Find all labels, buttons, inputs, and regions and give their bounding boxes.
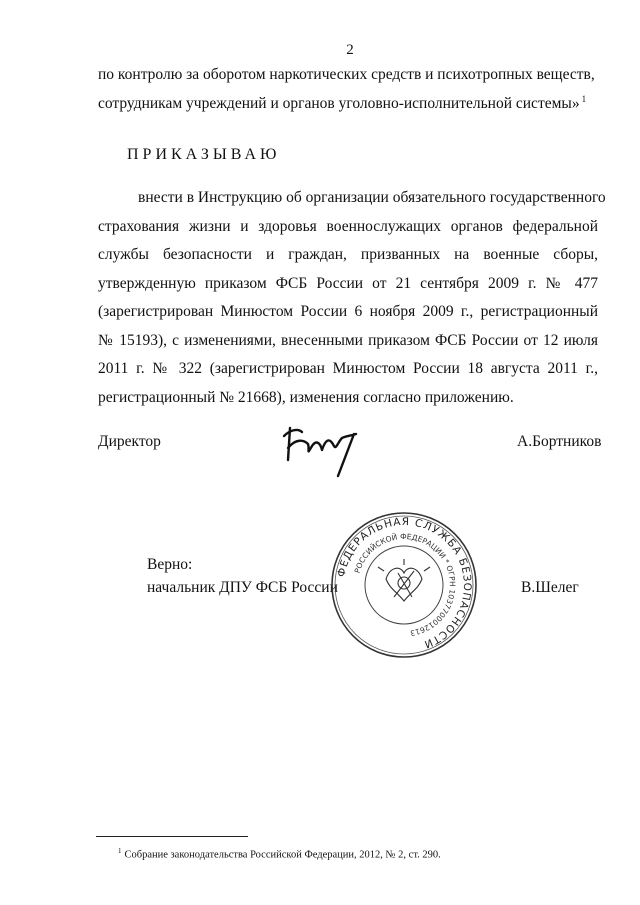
seal-outer-text: ФЕДЕРАЛЬНАЯ СЛУЖБА БЕЗОПАСНОСТИ bbox=[335, 515, 474, 651]
verification-title: начальник ДПУ ФСБ России bbox=[147, 579, 338, 596]
body-line: 2011 г. № 322 (зарегистрирован Минюстом России 18 августа 2011 г., bbox=[98, 360, 598, 377]
signatory-title: Директор bbox=[98, 433, 161, 450]
body-line: внести в Инструкцию об организации обязательного государственного bbox=[138, 189, 606, 206]
signatory-name: А.Бортников bbox=[517, 433, 602, 450]
intro-line-1: по контролю за оборотом наркотических средств и психотропных веществ, bbox=[98, 66, 595, 83]
body-line: службы безопасности и граждан, призванных на военные сборы, bbox=[98, 246, 598, 263]
body-line: регистрационный № 21668), изменения согласно приложению. bbox=[98, 388, 514, 406]
footnote-reference: 1 bbox=[581, 94, 587, 104]
order-body bbox=[98, 184, 606, 412]
intro-line-2 bbox=[98, 94, 586, 113]
seal-emblem bbox=[378, 559, 430, 601]
body-line: страхования жизни и здоровья военнослужащих органов федеральной bbox=[98, 217, 598, 235]
footnote-marker: 1 bbox=[118, 847, 122, 855]
footnote bbox=[118, 847, 441, 861]
footnote-text: Собрание законодательства Российской Федерации, 2012, № 2, ст. 290. bbox=[124, 849, 441, 861]
intro-line-2-text: сотрудникам учреждений и органов уголовно-исполнительной системы» bbox=[98, 95, 580, 113]
verification-label: Верно: bbox=[147, 556, 193, 573]
body-line: утвержденную приказом ФСБ России от 21 сентября 2009 г. № 477 bbox=[98, 274, 598, 292]
verification-name: В.Шелег bbox=[521, 579, 579, 596]
order-heading: ПРИКАЗЫВАЮ bbox=[127, 146, 281, 163]
seal-inner-text: РОССИЙСКОЙ ФЕДЕРАЦИИ * ОГРН 1037700012613 bbox=[352, 531, 458, 638]
footnote-separator bbox=[96, 836, 248, 837]
handwritten-signature bbox=[276, 420, 366, 480]
official-seal-stamp bbox=[328, 509, 480, 661]
page-number: 2 bbox=[346, 42, 354, 58]
body-line: (зарегистрирован Минюстом России 6 ноября 2009 г., регистрационный bbox=[98, 303, 598, 320]
body-line: № 15193), с изменениями, внесенными приказом ФСБ России от 12 июля bbox=[98, 331, 598, 349]
